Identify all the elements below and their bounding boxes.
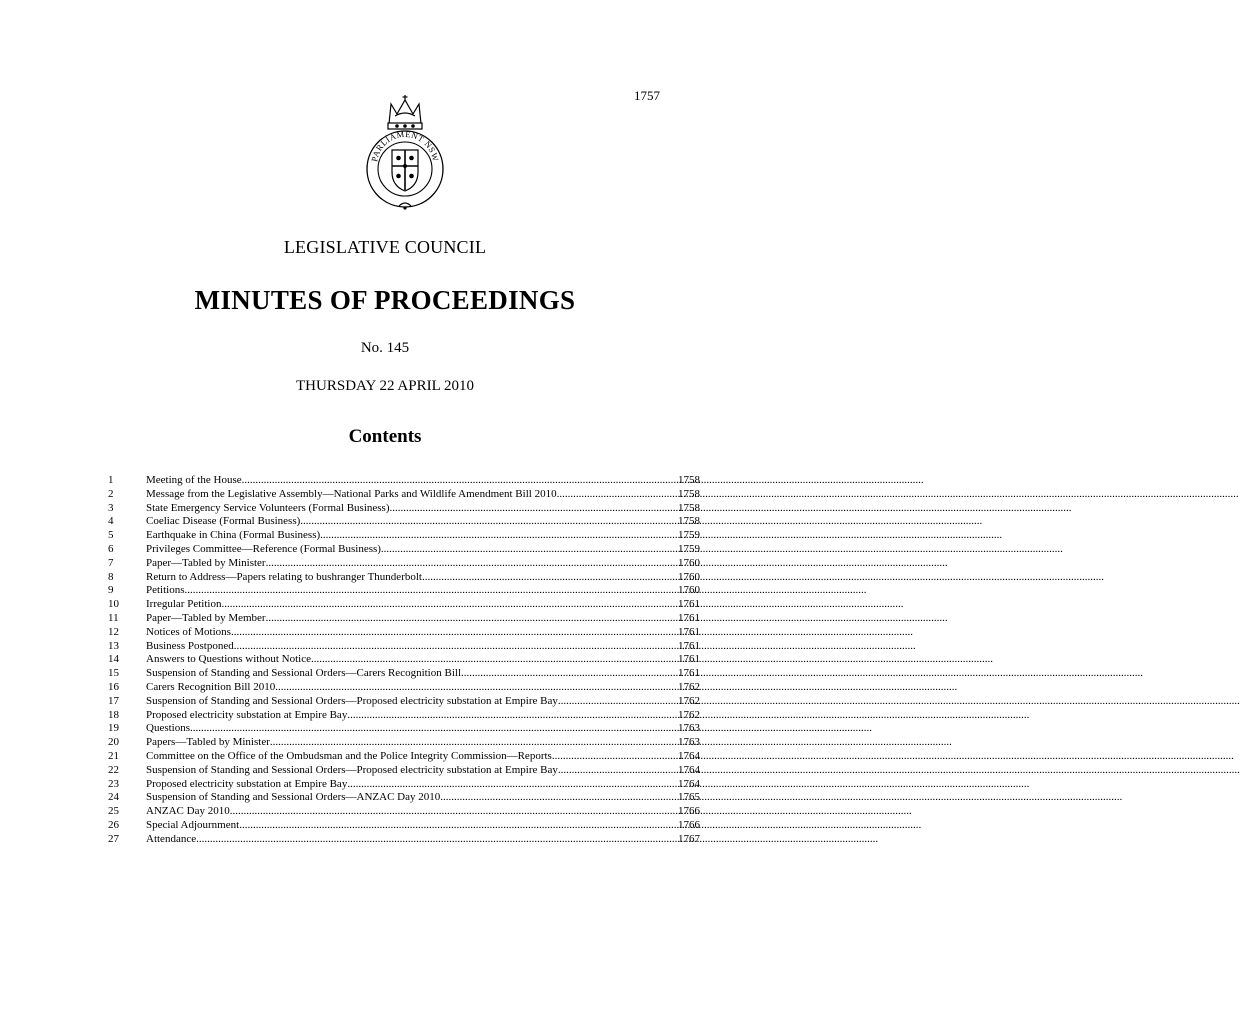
- contents-item-title: Message from the Legislative Assembly—National Parks and Wildlife Amendment Bill 2010: [146, 487, 557, 500]
- contents-item-title: Coeliac Disease (Formal Business): [146, 515, 301, 528]
- contents-item[interactable]: [108, 833, 700, 847]
- contents-item-page: 1759: [678, 542, 700, 555]
- contents-item-number: 12: [108, 625, 119, 638]
- contents-item-title: Paper—Tabled by Member: [146, 611, 266, 624]
- contents-item-leader: [266, 612, 676, 626]
- contents-item-leader: [221, 598, 676, 612]
- contents-item-page: 1763: [678, 722, 700, 735]
- contents-item[interactable]: [108, 474, 700, 488]
- svg-text:PARLIAMENT NSW: PARLIAMENT NSW: [369, 128, 441, 163]
- contents-item[interactable]: [108, 695, 700, 709]
- contents-item-number: 5: [108, 529, 114, 542]
- contents-item-leader: [440, 791, 676, 805]
- contents-item-page: 1758: [678, 515, 700, 528]
- minutes-number: No. 145: [360, 340, 410, 356]
- contents-item-title: Committee on the Office of the Ombudsman and the Police Integrity Commission—Reports: [146, 749, 552, 762]
- contents-item-leader: [185, 584, 676, 598]
- contents-item-page: 1761: [678, 625, 700, 638]
- contents-item-title: Paper—Tabled by Minister: [146, 556, 266, 569]
- contents-item-number: 26: [108, 818, 119, 831]
- contents-item-leader: [320, 529, 676, 543]
- contents-item-number: 7: [108, 556, 114, 569]
- contents-item-page: 1764: [678, 763, 700, 776]
- contents-item-page: 1760: [678, 556, 700, 569]
- contents-item-page: 1761: [678, 639, 700, 652]
- contents-item-number: 10: [108, 598, 119, 611]
- contents-item-number: 9: [108, 584, 114, 597]
- contents-item-title: ANZAC Day 2010: [146, 805, 230, 818]
- contents-item-leader: [311, 653, 676, 667]
- contents-item-number: 17: [108, 694, 119, 707]
- contents-item-page: 1761: [678, 667, 700, 680]
- contents-item-title: Attendance: [146, 832, 197, 845]
- contents-item[interactable]: [108, 529, 700, 543]
- contents-item-number: 14: [108, 653, 119, 666]
- contents-item[interactable]: [108, 709, 700, 723]
- contents-item-leader: [266, 557, 676, 571]
- contents-item-page: 1762: [678, 694, 700, 707]
- contents-item-page: 1758: [678, 501, 700, 514]
- contents-item[interactable]: [108, 736, 700, 750]
- contents-item[interactable]: [108, 488, 700, 502]
- contents-item-leader: [558, 764, 676, 778]
- contents-item-page: 1764: [678, 777, 700, 790]
- contents-item-number: 16: [108, 680, 119, 693]
- contents-item-number: 25: [108, 805, 119, 818]
- contents-item[interactable]: [108, 764, 700, 778]
- contents-item-leader: [557, 488, 676, 502]
- contents-item-title: Suspension of Standing and Sessional Orders—Proposed electricity substation at Empire Bay: [146, 694, 558, 707]
- contents-item-title: Carers Recognition Bill 2010: [146, 680, 276, 693]
- contents-item-title: Papers—Tabled by Minister: [146, 736, 270, 749]
- contents-item-number: 15: [108, 667, 119, 680]
- contents-item-title: Suspension of Standing and Sessional Orders—Carers Recognition Bill: [146, 667, 461, 680]
- contents-item-leader: [389, 502, 676, 516]
- contents-item-title: Proposed electricity substation at Empire Bay: [146, 777, 348, 790]
- contents-item-number: 8: [108, 570, 114, 583]
- contents-item-page: 1758: [678, 474, 700, 486]
- contents-item-page: 1761: [678, 598, 700, 611]
- contents-item-leader: [196, 833, 676, 847]
- contents-item-number: 2: [108, 487, 114, 500]
- contents-item-leader: [275, 681, 676, 695]
- contents-item-title: Return to Address—Papers relating to bushranger Thunderbolt: [146, 570, 422, 583]
- contents-item-page: 1765: [678, 791, 700, 804]
- contents-item[interactable]: [108, 584, 700, 598]
- contents-item-title: Petitions: [146, 584, 185, 597]
- contents-item-number: 1: [108, 474, 114, 486]
- contents-item-page: 1760: [678, 570, 700, 583]
- contents-item-number: 18: [108, 708, 119, 721]
- contents-item-leader: [461, 667, 676, 681]
- contents-item[interactable]: [108, 571, 700, 585]
- contents-item[interactable]: [108, 805, 700, 819]
- contents-item-leader: [381, 543, 676, 557]
- contents-item[interactable]: [108, 640, 700, 654]
- contents-item-number: 23: [108, 777, 119, 790]
- contents-item-title: Business Postponed: [146, 639, 234, 652]
- contents-item-title: Suspension of Standing and Sessional Orders—Proposed electricity substation at Empire Bay: [146, 763, 558, 776]
- contents-item-title: Questions: [146, 722, 190, 735]
- contents-item[interactable]: [108, 612, 700, 626]
- contents-item-title: Special Adjournment: [146, 818, 240, 831]
- contents-item[interactable]: [108, 819, 700, 833]
- contents-item-leader: [190, 722, 676, 736]
- contents-item-number: 27: [108, 832, 119, 845]
- contents-item-title: Notices of Motions: [146, 625, 231, 638]
- contents-item-number: 22: [108, 763, 119, 776]
- contents-item-page: 1762: [678, 708, 700, 721]
- contents-item-title: Answers to Questions without Notice: [146, 653, 311, 666]
- contents-item-title: Suspension of Standing and Sessional Orders—ANZAC Day 2010: [146, 791, 441, 804]
- contents-item[interactable]: [108, 791, 700, 805]
- contents-item[interactable]: [108, 778, 700, 792]
- contents-item-title: Meeting of the House: [146, 474, 242, 486]
- contents-item-leader: [300, 515, 676, 529]
- contents-item-title: State Emergency Service Volunteers (Formal Business): [146, 501, 390, 514]
- contents-heading: Contents: [348, 426, 422, 447]
- contents-item-title: Earthquake in China (Formal Business): [146, 529, 321, 542]
- contents-item-leader: [422, 571, 676, 585]
- contents-item-number: 21: [108, 749, 119, 762]
- contents-item-page: 1766: [678, 805, 700, 818]
- page-number: 1757: [634, 88, 660, 103]
- contents-item[interactable]: [108, 722, 700, 736]
- contents-item-leader: [230, 805, 676, 819]
- contents-item[interactable]: [108, 681, 700, 695]
- contents-item[interactable]: [108, 598, 700, 612]
- contents-item-page: 1761: [678, 611, 700, 624]
- contents-item[interactable]: [108, 515, 700, 529]
- contents-item-number: 4: [108, 515, 114, 528]
- contents-item-leader: [558, 695, 676, 709]
- contents-item-page: 1761: [678, 653, 700, 666]
- contents-item[interactable]: [108, 543, 700, 557]
- contents-item-number: 19: [108, 722, 119, 735]
- contents-item-number: 20: [108, 736, 119, 749]
- contents-item-leader: [239, 819, 676, 833]
- contents-list: [108, 474, 700, 847]
- contents-item-leader: [242, 474, 676, 488]
- contents-item-leader: [347, 778, 676, 792]
- contents-item[interactable]: [108, 667, 700, 681]
- contents-item-number: 24: [108, 791, 119, 804]
- council-heading: LEGISLATIVE COUNCIL: [283, 237, 487, 257]
- contents-item-leader: [270, 736, 676, 750]
- contents-item-leader: [234, 640, 676, 654]
- contents-item-number: 3: [108, 501, 114, 514]
- contents-item-page: 1758: [678, 487, 700, 500]
- contents-item[interactable]: [108, 502, 700, 516]
- contents-item-title: Irregular Petition: [146, 598, 222, 611]
- contents-item-page: 1766: [678, 818, 700, 831]
- contents-item-leader: [231, 626, 676, 640]
- contents-item-number: 11: [108, 611, 119, 624]
- contents-item-page: 1764: [678, 749, 700, 762]
- contents-item-page: 1763: [678, 736, 700, 749]
- contents-item[interactable]: [108, 626, 700, 640]
- contents-item-number: 6: [108, 542, 114, 555]
- sitting-date: THURSDAY 22 APRIL 2010: [296, 378, 474, 394]
- document-title: MINUTES OF PROCEEDINGS: [194, 285, 576, 315]
- contents-item-page: 1767: [678, 832, 700, 845]
- contents-item[interactable]: [108, 653, 700, 667]
- contents-item-page: 1760: [678, 584, 700, 597]
- contents-item-leader: [347, 709, 676, 723]
- contents-item-page: 1762: [678, 680, 700, 693]
- parliament-nsw-crest-icon: [359, 94, 451, 212]
- contents-item[interactable]: [108, 557, 700, 571]
- contents-item-title: Privileges Committee—Reference (Formal Business): [146, 542, 381, 555]
- contents-item-leader: [552, 750, 676, 764]
- contents-item-page: 1759: [678, 529, 700, 542]
- contents-item-title: Proposed electricity substation at Empire Bay: [146, 708, 348, 721]
- contents-item[interactable]: [108, 750, 700, 764]
- contents-item-number: 13: [108, 639, 119, 652]
